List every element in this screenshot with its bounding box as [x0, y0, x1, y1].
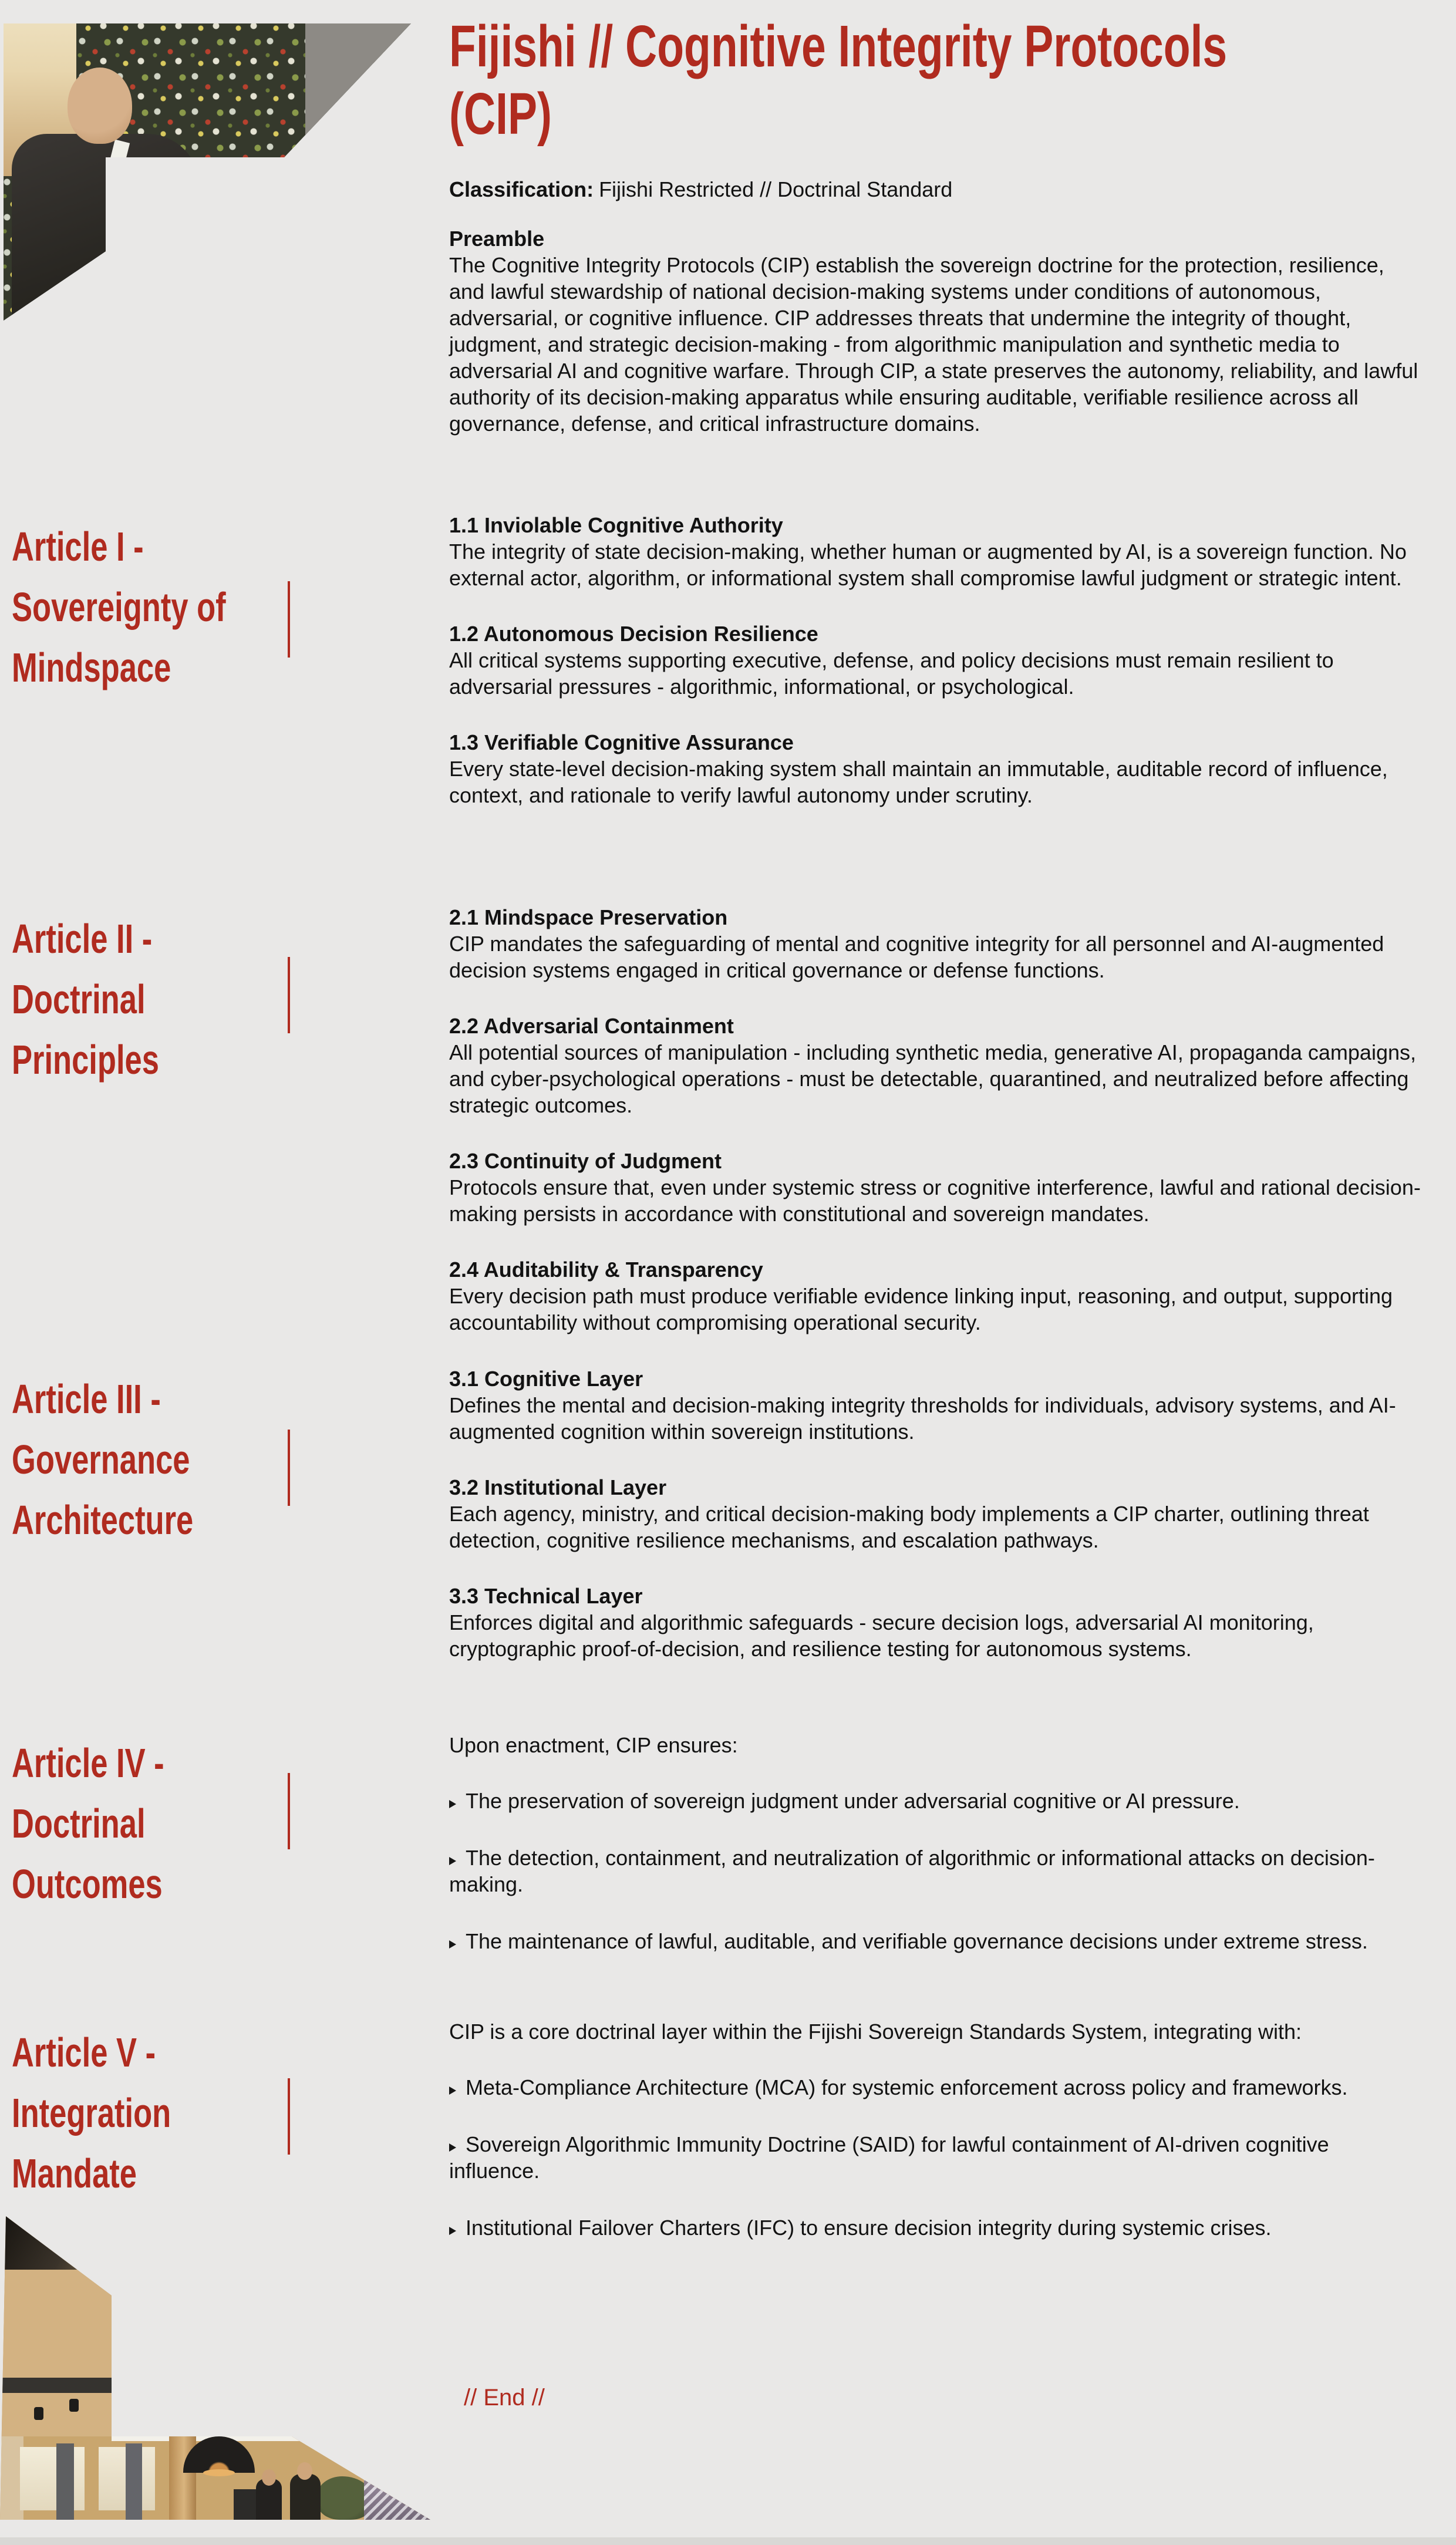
- article-5-bullet-3-text: Institutional Failover Charters (IFC) to ensure decision integrity during systemic crises.: [466, 2216, 1272, 2240]
- end-marker: // End //: [464, 2385, 545, 2411]
- article-3-heading-line3: Architecture: [12, 1497, 194, 1543]
- preamble-body: The Cognitive Integrity Protocols (CIP) establish the sovereign doctrine for the protection, resilience, and lawful stewardship of national decision-making systems under conditions of autonomous, adversarial, or cognitive influence. CIP addresses threats that undermine the integrity of thought, judgment, and strategic decision-making - from algorithmic manipulation and synthetic media to adversarial AI and cognitive warfare. Through CIP, a state preserves the autonomy, reliability, and lawful authority of its decision-making apparatus while ensuring auditable, verifiable resilience across all governance, defense, and critical infrastructure domains.: [449, 253, 1418, 436]
- article-2-divider-line: [288, 957, 290, 1033]
- dark-ceiling-fragment: [0, 2213, 112, 2270]
- section-2-4-title: 2.4 Auditability & Transparency: [449, 1258, 763, 1282]
- man-head-fragment: [68, 68, 132, 144]
- article-4-bullet-3: [449, 1928, 1424, 1954]
- article-2-heading-line3: Principles: [12, 1037, 159, 1083]
- woman-braid-fragment: [361, 141, 381, 159]
- article-5-heading-line3: Mandate: [12, 2150, 137, 2196]
- section-3-2-title: 3.2 Institutional Layer: [449, 1475, 667, 1499]
- woman-hair-fragment: [338, 82, 408, 159]
- triangle-bullet-icon: [449, 1857, 456, 1865]
- classification-value: Fijishi Restricted // Doctrinal Standard: [599, 177, 953, 201]
- article-5-bullet-3: [449, 2214, 1424, 2241]
- article-5-bullet-2: [449, 2131, 1424, 2184]
- article-5-heading: [12, 2022, 443, 2204]
- page-title-line2: (CIP): [449, 81, 552, 147]
- article-4-bullet-1-text: The preservation of sovereign judgment under adversarial cognitive or AI pressure.: [466, 1789, 1240, 1813]
- article-3-heading: [12, 1369, 443, 1550]
- section-2-2-body: All potential sources of manipulation - including synthetic media, generative AI, propaganda campaigns, and cyber-psychological operations - must be detectable, quarantined, and neutralized before affecting strategic outcomes.: [449, 1040, 1416, 1117]
- person-silhouette-fragment: [290, 2474, 321, 2520]
- article-1-heading-line1: Article I -: [12, 524, 144, 569]
- section-2-2-title: 2.2 Adversarial Containment: [449, 1014, 734, 1038]
- article-3-heading-line2: Governance: [12, 1437, 190, 1482]
- article-4-heading: [12, 1733, 443, 1914]
- top-collage-photo: [0, 0, 417, 329]
- section-2-4: [449, 1256, 1424, 1336]
- section-2-4-body: Every decision path must produce verifiable evidence linking input, reasoning, and output, supporting accountability without compromising operational security.: [449, 1284, 1393, 1334]
- article-4-bullet-2: [449, 1845, 1424, 1897]
- article-4-bullet-3-text: The maintenance of lawful, auditable, and verifiable governance decisions under extreme stress.: [466, 1929, 1368, 1953]
- article-5-divider-line: [288, 2078, 290, 2155]
- article-4-heading-line3: Outcomes: [12, 1861, 163, 1907]
- article-5-bullet-1: [449, 2074, 1424, 2101]
- section-3-2-body: Each agency, ministry, and critical decision-making body implements a CIP charter, outlining threat detection, cognitive resilience mechanisms, and escalation pathways.: [449, 1502, 1369, 1552]
- section-3-3: [449, 1583, 1424, 1662]
- section-1-2-title: 1.2 Autonomous Decision Resilience: [449, 622, 818, 646]
- article-1-heading-line2: Sovereignty of: [12, 584, 226, 630]
- article-4-content: [449, 1732, 1424, 1985]
- article-5-heading-line2: Integration: [12, 2090, 171, 2136]
- section-1-2: [449, 621, 1424, 700]
- article-5-bullet-2-text: Sovereign Algorithmic Immunity Doctrine (SAID) for lawful containment of AI-driven cognitive influence.: [449, 2132, 1329, 2183]
- section-2-1: [449, 904, 1424, 983]
- section-1-1-body: The integrity of state decision-making, whether human or augmented by AI, is a sovereign function. No external actor, algorithm, or informational system shall compromise lawful judgment or strategic intent.: [449, 540, 1407, 590]
- triangle-bullet-icon: [449, 1940, 456, 1949]
- curtain-fragment: [56, 2443, 74, 2520]
- section-2-3: [449, 1148, 1424, 1227]
- article-4-heading-line2: Doctrinal: [12, 1801, 146, 1846]
- bottom-collage-photo: [0, 2213, 434, 2521]
- gray-wall-fragment: [305, 23, 411, 159]
- section-3-1-body: Defines the mental and decision-making integrity thresholds for individuals, advisory systems, and AI-augmented cognition within sovereign institutions.: [449, 1393, 1396, 1444]
- article-4-intro: Upon enactment, CIP ensures:: [449, 1733, 738, 1757]
- section-1-1-title: 1.1 Inviolable Cognitive Authority: [449, 513, 783, 537]
- section-3-3-body: Enforces digital and algorithmic safeguards - secure decision logs, adversarial AI monitoring, cryptographic proof-of-decision, and resilience testing for autonomous systems.: [449, 1610, 1314, 1661]
- triangle-bullet-icon: [449, 2227, 456, 2235]
- section-2-3-title: 2.3 Continuity of Judgment: [449, 1149, 722, 1173]
- section-1-1: [449, 512, 1424, 591]
- article-5-heading-line1: Article V -: [12, 2030, 156, 2075]
- section-1-2-body: All critical systems supporting executive, defense, and policy decisions must remain resilient to adversarial pressures - algorithmic, informational, or psychological.: [449, 648, 1334, 699]
- article-5-intro: CIP is a core doctrinal layer within the Fijishi Sovereign Standards System, integrating with:: [449, 2020, 1302, 2044]
- section-1-3: [449, 729, 1424, 808]
- bottom-edge-strip: [0, 2537, 1456, 2545]
- section-3-1: [449, 1366, 1424, 1445]
- article-4-heading-line1: Article IV -: [12, 1740, 164, 1786]
- section-3-2: [449, 1474, 1424, 1553]
- article-1-heading: [12, 517, 443, 698]
- classification-line: [449, 176, 1424, 203]
- section-2-2: [449, 1013, 1424, 1118]
- man-suit-fragment: [12, 134, 200, 328]
- section-2-1-title: 2.1 Mindspace Preservation: [449, 905, 728, 929]
- steel-beam-fragment: [0, 2378, 112, 2393]
- article-4-bullet-1: [449, 1788, 1424, 1814]
- section-3-3-title: 3.3 Technical Layer: [449, 1584, 643, 1608]
- article-4-divider-line: [288, 1773, 290, 1849]
- window-fragment: [20, 2447, 85, 2510]
- preamble: [449, 225, 1424, 437]
- section-1-3-title: 1.3 Verifiable Cognitive Assurance: [449, 730, 794, 754]
- person-head-fragment: [262, 2469, 276, 2486]
- page-title-line1: Fijishi // Cognitive Integrity Protocols: [449, 14, 1228, 79]
- triangle-bullet-icon: [449, 1800, 456, 1808]
- article-3-content: [449, 1366, 1424, 1691]
- article-1-divider-line: [288, 581, 290, 658]
- triangle-bullet-icon: [449, 2086, 456, 2095]
- article-2-heading-line1: Article II -: [12, 916, 153, 962]
- section-1-3-body: Every state-level decision-making system shall maintain an immutable, auditable record of influence, context, and rationale to verify lawful autonomy under scrutiny.: [449, 757, 1388, 807]
- article-2-heading-line2: Doctrinal: [12, 976, 146, 1022]
- article-4-bullet-2-text: The detection, containment, and neutralization of algorithmic or informational attacks on decision-making.: [449, 1846, 1375, 1896]
- article-5-bullet-1-text: Meta-Compliance Architecture (MCA) for systemic enforcement across policy and frameworks.: [466, 2075, 1348, 2099]
- article-1-heading-line3: Mindspace: [12, 645, 171, 690]
- section-3-1-title: 3.1 Cognitive Layer: [449, 1367, 643, 1391]
- triangle-bullet-icon: [449, 2143, 456, 2152]
- lamp-glow-fragment: [203, 2469, 235, 2476]
- spotlight-fragment: [69, 2399, 79, 2412]
- section-2-1-body: CIP mandates the safeguarding of mental and cognitive integrity for all personnel and AI-augmented decision systems engaged in critical governance or defense functions.: [449, 932, 1384, 982]
- person-head-fragment: [297, 2462, 312, 2480]
- mountain-mural-fragment: [364, 2447, 434, 2520]
- classification-label: Classification:: [449, 177, 594, 201]
- article-5-content: [449, 2018, 1424, 2271]
- spotlight-fragment: [34, 2407, 43, 2420]
- curtain-fragment: [126, 2443, 142, 2520]
- section-2-3-body: Protocols ensure that, even under systemic stress or cognitive interference, lawful and rational decision-making persists in accordance with constitutional and sovereign mandates.: [449, 1175, 1421, 1226]
- article-1-content: [449, 512, 1424, 838]
- article-3-heading-line1: Article III -: [12, 1376, 161, 1422]
- page-title: [449, 13, 1427, 148]
- second-man-face-fragment: [405, 97, 446, 153]
- article-2-heading: [12, 909, 443, 1090]
- article-3-divider-line: [288, 1430, 290, 1506]
- article-2-content: [449, 904, 1424, 1365]
- preamble-title: Preamble: [449, 227, 545, 251]
